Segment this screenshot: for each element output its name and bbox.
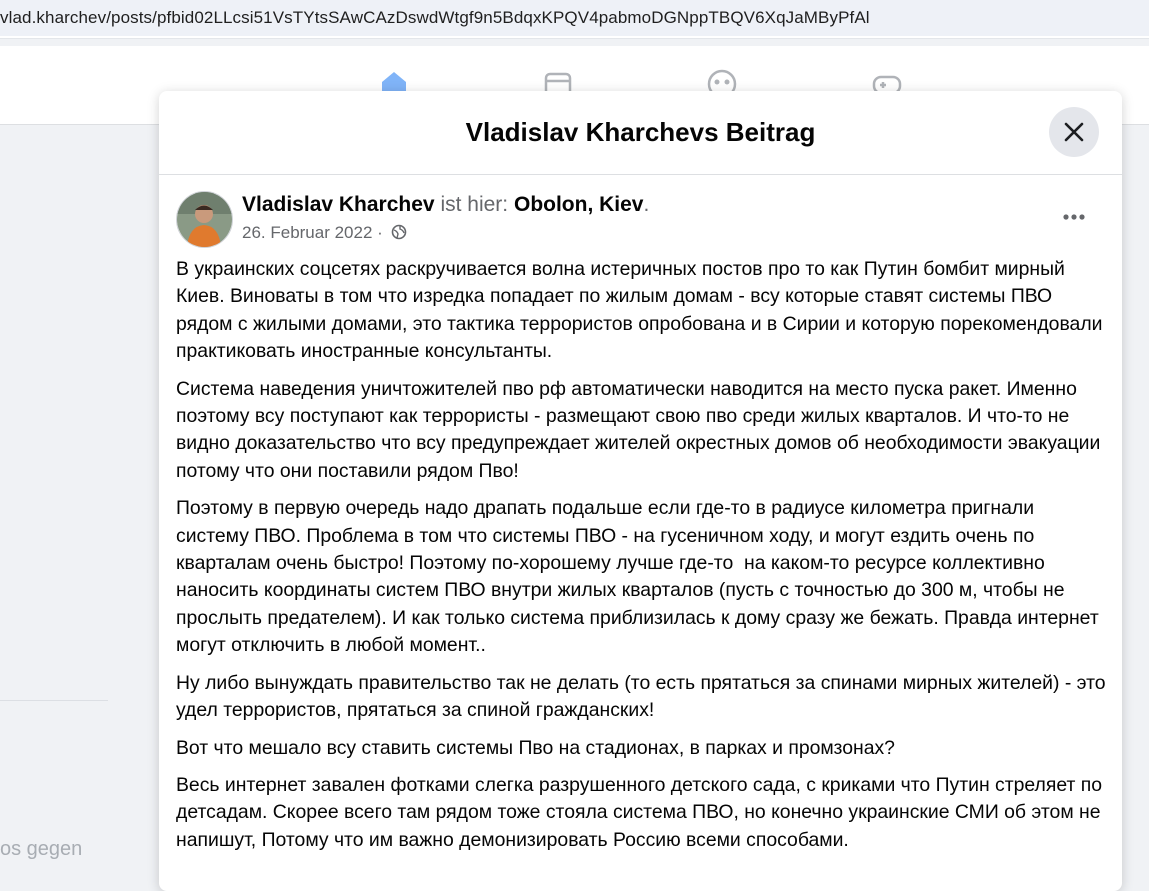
url-field[interactable] — [0, 0, 1149, 36]
dialog-title: Vladislav Kharchevs Beitrag — [465, 117, 816, 147]
post-paragraph: В украинских соцсетях раскручивается волна истеричных постов про то как Путин бомбит мирный Киев. Виноваты в том что изредка попадает по жилым домам - всу которые ставят системы ПВО рядом с жилыми домами, это тактика террористов опробована и в Сирии и которую порекомендовали практиковать иностранные консультанты. — [176, 258, 1108, 363]
meta-separator: · — [377, 223, 383, 242]
location-prefix: ist hier: — [440, 193, 509, 216]
post-paragraph: Поэтому в первую очередь надо драпать подальше если где-то в радиусе километра пригнали систему ПВО. Проблема в том что системы ПВО - на гусеничном ходу, и могут ездить очень по кварталам очень быстро! Поэтому по-хорошему лучше где-то на каком-то ресурсе коллективно наносить координаты систем ПВО внутри жилых кварталов (пусть с точностью до 300 м, чтобы не прослыть предателем). И как только система приблизилась к дому сразу же бежать. Правда интернет могут отключить в любой момент.. — [176, 497, 1105, 657]
close-icon — [1062, 120, 1086, 144]
location-link[interactable]: Obolon, Kiev — [513, 193, 644, 216]
author-name[interactable]: Vladislav Kharchev — [242, 193, 435, 216]
left-sidebar — [0, 125, 160, 865]
post-paragraph: Ну либо вынуждать правительство так не делать (то есть прятаться за спинами мирных жителей) - это удел террористов, прятаться за спиной гражданских! — [176, 671, 1111, 722]
post-dialog — [159, 91, 1122, 891]
url-text[interactable]: vlad.kharchev/posts/pfbid02LLcsi51VsTYtsSAwCAzDswdWtgf9n5BdqxKPQV4pabmoDGNppTBQV6XqJaMByPfAl — [0, 8, 870, 27]
sidebar-partial-text: os gegen — [0, 838, 83, 860]
post-paragraph: Весь интернет завален фотками слегка разрушенного детского сада, с криками что Путин стреляет по детсадам. Скорее всего там рядом тоже стояла система ПВО, но конечно украинские СМИ об этом не напишут, Потому что им важно демонизировать Россию всеми способами. — [176, 773, 1108, 851]
post-date[interactable]: 26. Februar 2022 — [242, 223, 373, 242]
more-options-button[interactable] — [1056, 199, 1092, 235]
browser-address-bar — [0, 0, 1149, 39]
globe-icon — [391, 224, 407, 245]
post-paragraph: Вот что мешало всу ставить системы Пво на стадионах, в парках и промзонах? — [176, 736, 895, 759]
close-button[interactable] — [1049, 107, 1099, 157]
dialog-header — [159, 91, 1122, 175]
sidebar-divider — [0, 700, 108, 701]
location-suffix: . — [643, 193, 650, 216]
more-options-icon — [1056, 199, 1092, 235]
post-header — [176, 191, 1106, 251]
post-meta — [242, 223, 407, 245]
post-body — [176, 256, 1111, 864]
post-paragraph: Система наведения уничтожителей пво рф автоматически наводится на место пуска ракет. Именно поэтому всу поступают как террористы - размещают свою пво среди жилых кварталов. И что-то не видно доказательство что всу предупреждает жителей окрестных домов об необходимости эвакуации потому что они поставили рядом Пво! — [176, 377, 1106, 482]
post-author-line — [242, 193, 649, 217]
avatar[interactable] — [176, 191, 233, 248]
